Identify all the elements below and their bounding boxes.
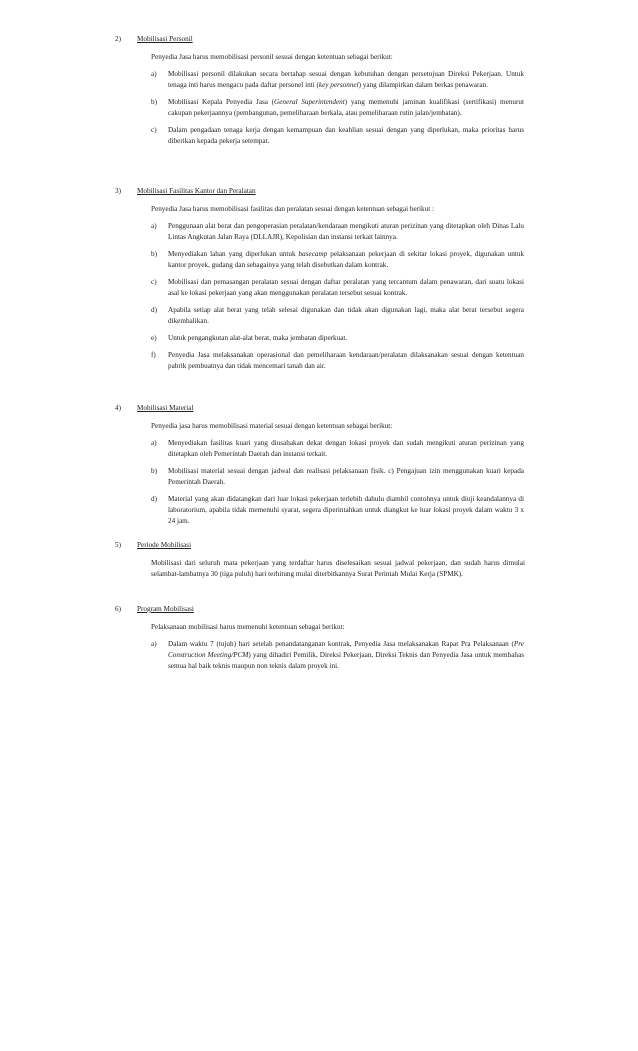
section-heading [115,540,525,551]
section-periode-mobilisasi [115,540,525,580]
item-label: b) [151,250,157,258]
item-label: e) [151,334,157,342]
item-label: a) [151,70,157,78]
list-item [115,97,524,119]
list-item [115,350,524,372]
list-item [115,333,524,344]
section-mobilisasi-material [115,403,525,533]
section-heading [115,403,525,414]
section-intro: Mobilisasi dari seluruh mata pekerjaan yang terdaftar harus diselesaikan sesuai jadwal pekerjaan, dan sudah harus dimulai selambat-lambatnya 30 (tiga puluh) hari terhitung mulai diterbitkannya Surat Perintah Mulai Kerja (SPMK). [151,559,525,578]
item-label: d) [151,306,157,314]
section-number: 3) [115,187,121,195]
item-text: Menyediakan lahan yang diperlukan untuk basecamp pelaksanaan pekerjaan di sekitar lokasi proyek, digunakan untuk kantor proyek, gudang dan sebagainya yang telah disebutkan dalam kontrak. [168,250,524,269]
item-label: a) [151,222,157,230]
item-text: Mobilisasi Kepala Penyedia Jasa (General Superintendent) yang memenuhi jaminan kualifikasi (sertifikasi) menurut cakupan pekerjaannya (pembangunan, pemeliharaan berkala, atau pemeliharaan rutin jalan/jembatan). [168,98,524,117]
item-text: Mobilisasi dan pemasangan peralatan sesuai dengan daftar peralatan yang tercantum dalam penawaran, dari suatu lokasi asal ke lokasi pekerjaan yang akan menggunakan peralatan tersebut sesuai kontrak. [168,278,524,297]
section-number: 2) [115,35,121,43]
section-number: 5) [115,541,121,549]
item-list [115,221,525,372]
list-item [115,494,524,527]
section-mobilisasi-personil [115,34,525,153]
section-heading [115,34,525,45]
item-text: Penyedia Jasa melaksanakan operasional dan pemeliharaan kendaraan/peralatan dilaksanakan sesuai dengan ketentuan pabrik pembuatnya dan tidak mencemari tanah dan air. [168,351,524,370]
item-label: f) [151,351,156,359]
section-number: 4) [115,404,121,412]
section-program-mobilisasi [115,604,525,678]
section-intro: Penyedia jasa harus memobilisasi material sesuai dengan ketentuan sebagai berikut: [151,422,393,430]
item-text: Apabila setiap alat berat yang telah selesai digunakan dan tidak akan digunakan lagi, maka alat berat tersebut segera dikembalikan. [168,306,524,325]
item-label: b) [151,98,157,106]
list-item [115,438,524,460]
item-list [115,639,525,672]
list-item [115,305,524,327]
item-text: Menyediakan fasilitas kuari yang diusahakan dekat dengan lokasi proyek dan sudah mengikuti aturan perizinan yang ditetapkan oleh Pemerintah Daerah dan instansi terkait. [168,439,524,458]
list-item [115,221,524,243]
list-item [115,466,524,488]
item-text: Mobilisasi personil dilakukan secara bertahap sesuai dengan kebutuhan dengan persetujuan Direksi Pekerjaan. Untuk tenaga inti harus mengacu pada daftar personel inti (key personnel) yang dilampirkan dalam berkas penawaran. [168,70,524,89]
item-text: Dalam pengadaan tenaga kerja dengan kemampuan dan keahlian sesuai dengan yang diperlukan, maka prioritas harus diberikan kepada pekerja setempat. [168,126,524,145]
item-label: c) [151,126,157,134]
section-title: Mobilisasi Fasilitas Kantor dan Peralatan [137,187,256,195]
item-label: c) [151,278,157,286]
item-list [115,438,525,527]
item-text: Dalam waktu 7 (tujuh) hari setelah penandatanganan kontrak, Penyedia Jasa melaksanakan Rapat Pra Pelaksanaan (Pre Construction Meeting/PCM) yang dihadiri Pemilik, Direksi Pekerjaan, Direksi Teknis dan Penyedia Jasa untuk membahas semua hal baik teknis maupun non teknis dalam proyek ini. [168,640,524,670]
item-list [115,69,525,147]
section-heading [115,186,525,197]
section-intro: Penyedia Jasa harus memobilisasi personil sesuai dengan ketentuan sebagai berikut: [151,53,393,61]
section-mobilisasi-fasilitas [115,186,525,378]
item-label: a) [151,439,157,447]
item-text: Untuk pengangkutan alat-alat berat, maka jembatan diperkuat. [168,334,348,342]
section-number: 6) [115,605,121,613]
section-intro: Penyedia Jasa harus memobilisasi fasilitas dan peralatan sesuai dengan ketentuan sebagai berikut : [151,205,435,213]
section-title: Periode Mobilisasi [137,541,192,549]
list-item [115,639,524,672]
section-title: Mobilisasi Material [137,404,194,412]
list-item [115,69,524,91]
list-item [115,125,524,147]
item-text: Penggunaan alat berat dan pengoperasian peralatan/kendaraan mengikuti aturan perizinan yang ditetapkan oleh Dinas Lalu Lintas Angkutan Jalan Raya (DLLAJR), Kepolisian dan instansi terkait lainnya. [168,222,524,241]
item-text: Material yang akan didatangkan dari luar lokasi pekerjaan terlebih dahulu diambil contohnya untuk diuji keandalannya di laboratorium, apabila tidak memenuhi syarat, segera diperintahkan untuk diangkut ke luar lokasi proyek dalam waktu 3 x 24 jam. [168,495,524,525]
section-title: Program Mobilisasi [137,605,194,613]
list-item [115,277,524,299]
item-label: b) [151,467,157,475]
section-title: Mobilisasi Personil [137,35,193,43]
list-item [115,249,524,271]
section-heading [115,604,525,615]
item-label: a) [151,640,157,648]
section-intro: Pelaksanaan mobilisasi harus memenuhi ketentuan sebagai berikut: [151,623,345,631]
item-label: d) [151,495,157,503]
item-text: Mobilisasi material sesuai dengan jadwal dan realisasi pelaksanaan fisik. c) Pengajuan izin menggunakan kuari kepada Pemerintah Daerah. [168,467,524,486]
